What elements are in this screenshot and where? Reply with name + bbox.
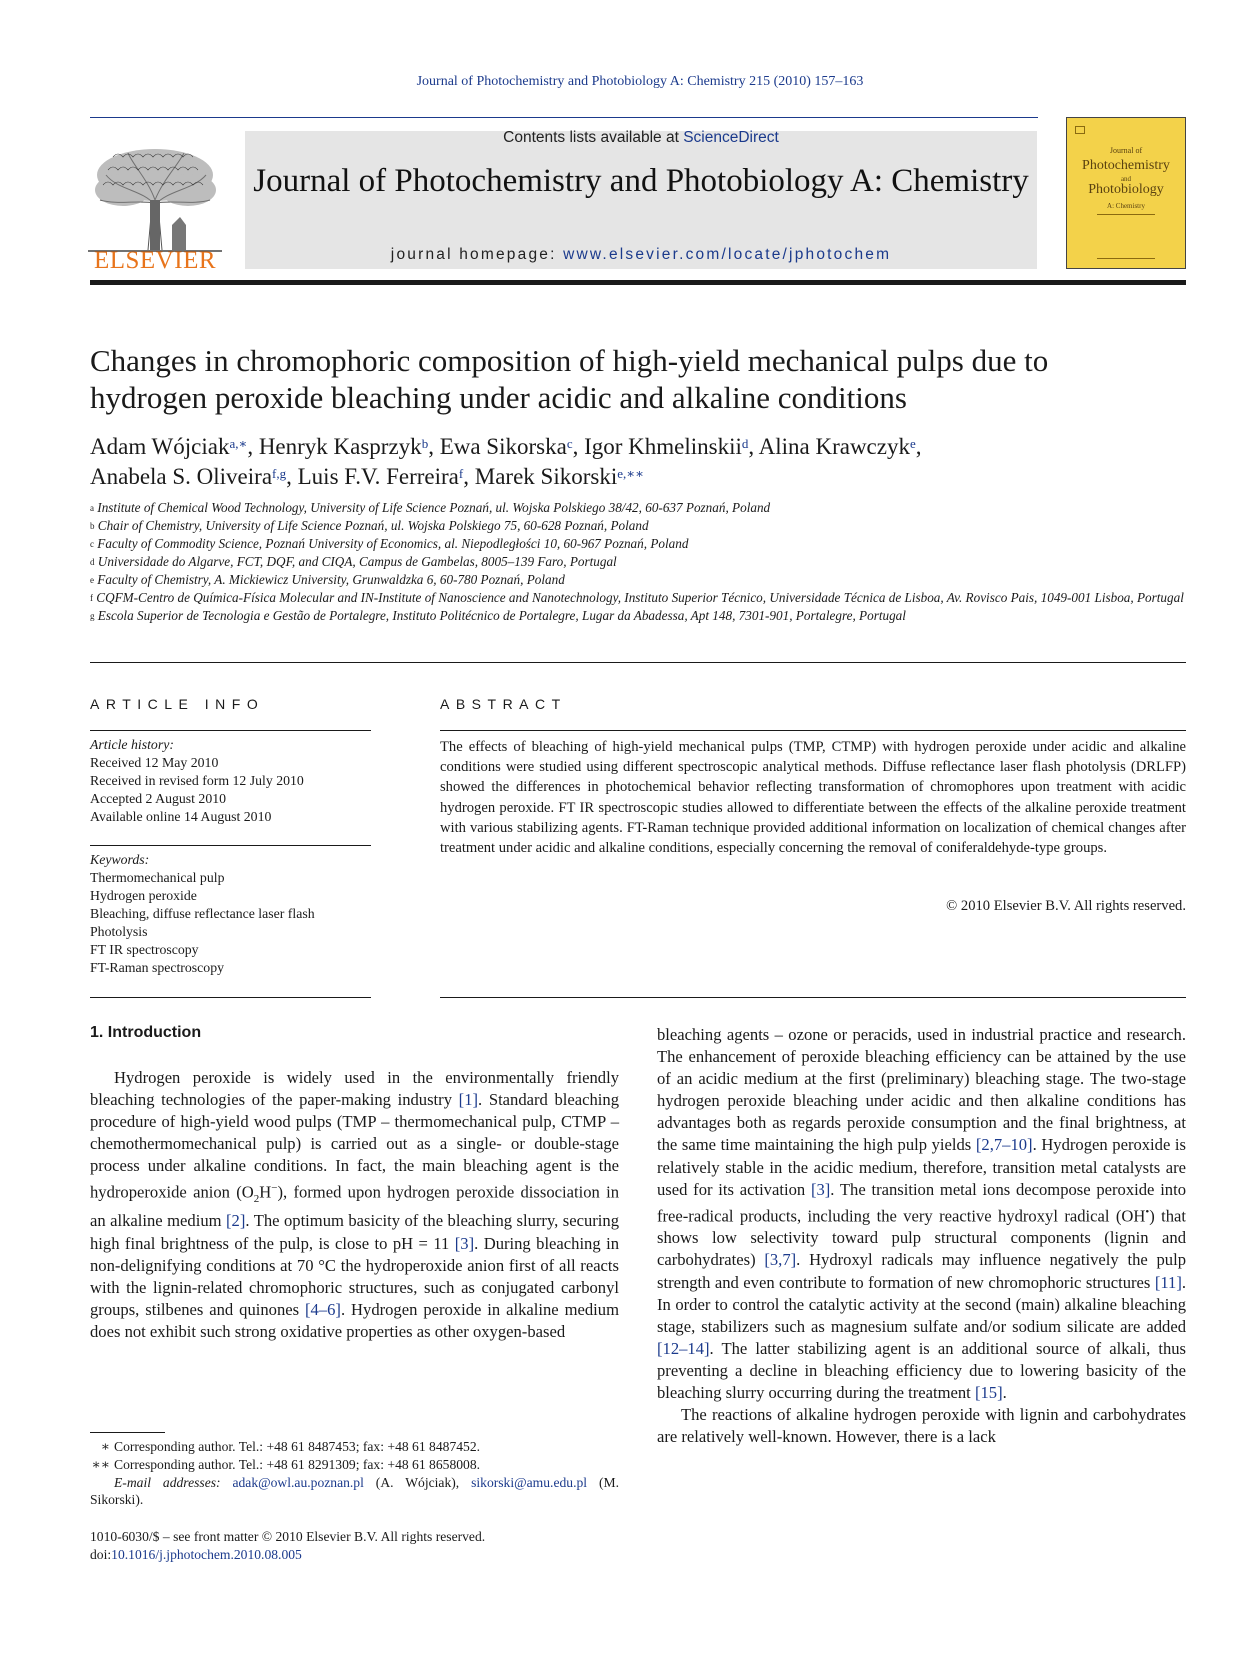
body-text: Hydrogen peroxide is widely used in the environmentally friendly bleaching technologies of the paper-making industry	[90, 1068, 619, 1110]
elsevier-wordmark: ELSEVIER	[93, 247, 217, 274]
intro-paragraph-continued	[657, 1024, 1186, 1404]
article-title	[90, 342, 1200, 416]
affiliations	[90, 499, 1186, 625]
doi-prefix: doi:	[90, 1546, 112, 1562]
affiliation-key: a	[90, 503, 94, 513]
author-list	[90, 432, 1200, 492]
issn-line: 1010-6030/$ – see front matter © 2010 Elsevier B.V. All rights reserved.	[90, 1529, 486, 1544]
intro-paragraph	[90, 1067, 619, 1343]
affiliation-item	[90, 589, 1186, 607]
author-name: Adam Wójciak	[90, 434, 230, 459]
author-name: Alina Krawczyk	[758, 434, 910, 459]
journal-homepage	[245, 246, 1037, 264]
author-separator: ,	[915, 434, 922, 459]
affiliation-item	[90, 607, 1186, 625]
affiliation-item	[90, 553, 1186, 571]
affiliation-key: c	[90, 539, 94, 549]
title-line-1: Changes in chromophoric composition of high-yield mechanical pulps due to	[90, 343, 1049, 378]
footnote-corresponding-2	[90, 1456, 619, 1474]
author-separator: ,	[428, 434, 440, 459]
citation-link[interactable]: [15]	[974, 1383, 1003, 1403]
author-affiliation-mark[interactable]: e,∗∗	[617, 466, 644, 481]
body-text: bleaching agents – ozone or peracids, used in industrial practice and research. The enhancement of peroxide bleaching efficiency can be attained by the use of an acidic medium at the first (preliminary) bleaching stage. The two-stage hydrogen peroxide bleaching under acidic and then alkaline conditions has advantages both as regards peroxide consumption and the final brightness, at the same time maintaining the high pulp yields	[657, 1025, 1186, 1155]
cover-rule-bottom	[1097, 258, 1155, 259]
citation-link[interactable]: [3]	[810, 1179, 831, 1199]
abstract-rule	[440, 730, 1186, 731]
history-item: Received 12 May 2010	[90, 755, 219, 770]
affiliation-text: Faculty of Commodity Science, Poznań University of Economics, al. Niepodległości 10, 60-967 Poznań, Poland	[94, 536, 689, 551]
citation-link[interactable]: [11]	[1154, 1272, 1182, 1292]
affiliation-text: Chair of Chemistry, University of Life Science Poznań, ul. Wojska Polskiego 75, 60-628 Poznań, Poland	[94, 518, 649, 533]
affiliation-key: g	[90, 611, 95, 621]
affiliation-item	[90, 571, 1186, 589]
keyword-item: FT IR spectroscopy	[90, 942, 199, 957]
author-separator: ,	[572, 434, 585, 459]
homepage-prefix: journal homepage:	[390, 246, 564, 263]
contents-prefix: Contents lists available at	[503, 129, 684, 146]
author-affiliation-mark[interactable]: f,g	[272, 466, 287, 481]
author-separator: ,	[748, 434, 759, 459]
author-name: Igor Khmelinskii	[584, 434, 742, 459]
keyword-item: Thermomechanical pulp	[90, 870, 225, 885]
header-thick-rule	[90, 280, 1186, 285]
history-item: Accepted 2 August 2010	[90, 791, 227, 806]
body-text: . The latter stabilizing agent is an additional source of alkali, thus preventing a decline in bleaching efficiency due to lowering basicity of the bleaching slurry occurring during the treatment	[657, 1338, 1186, 1403]
sciencedirect-link[interactable]: ScienceDirect	[683, 129, 779, 146]
author-affiliation-mark[interactable]: b	[421, 436, 429, 451]
footnote-mark: ∗	[100, 1439, 110, 1454]
history-label: Article history:	[90, 737, 174, 752]
body-text: . In order to control the catalytic activity at the second (main) alkaline bleaching stage, stabilizers such as magnesium sulfate and/or sodium silicate are added	[657, 1272, 1186, 1336]
cover-title-line2: Photobiology	[1088, 182, 1164, 197]
body-text: . The transition metal ions decompose peroxide into free-radical products, including the very reactive hydroxyl radical (OH	[657, 1179, 1187, 1226]
abstract-heading: ABSTRACT	[440, 696, 567, 712]
affiliation-text: CQFM-Centro de Química-Física Molecular and IN-Institute of Nanoscience and Nanotechnology, Instituto Superior Técnico, Universidade Técnica de Lisboa, Av. Rovisco Pais, 1049-001 Lisboa, Portugal	[93, 590, 1184, 605]
journal-cover	[1066, 117, 1186, 269]
cover-small-text: Journal of	[1109, 146, 1143, 155]
citation-link[interactable]: [3,7]	[764, 1250, 797, 1270]
citation-link[interactable]: [2,7–10]	[975, 1135, 1033, 1155]
keywords-rule	[90, 845, 371, 846]
author-separator: ,	[286, 464, 298, 489]
contents-line	[245, 129, 1037, 147]
body-text: H	[259, 1183, 272, 1202]
introduction-heading: 1. Introduction	[90, 1024, 202, 1041]
keyword-item: Bleaching, diffuse reflectance laser flash	[90, 906, 315, 921]
body-text: ), formed upon hydrogen peroxide dissociation in an alkaline medium	[90, 1183, 619, 1231]
affiliation-item	[90, 517, 1186, 535]
keyword-item: Photolysis	[90, 924, 148, 939]
footnote-mark: ∗∗	[91, 1456, 110, 1472]
author-affiliation-mark[interactable]: c	[566, 436, 573, 451]
author-name: Marek Sikorski	[474, 464, 618, 489]
keywords-label: Keywords:	[90, 852, 150, 867]
homepage-link[interactable]: www.elsevier.com/locate/jphotochem	[563, 246, 892, 263]
keywords	[90, 851, 380, 977]
affiliation-text: Institute of Chemical Wood Technology, University of Life Science Poznań, ul. Wojska Polskiego 38/42, 60-637 Poznań, Poland	[94, 500, 771, 515]
cover-title-line1: Photochemistry	[1082, 158, 1170, 173]
subscript: 2	[253, 1193, 260, 1206]
abstract-copyright: © 2010 Elsevier B.V. All rights reserved.	[946, 898, 1186, 914]
article-info-rule	[90, 730, 371, 731]
cover-logo-icon	[1075, 126, 1085, 134]
body-text: . Hydroxyl radicals may influence negatively the pulp strength and even contribute to formation of new chromophoric structures	[657, 1250, 1186, 1292]
body-column-left	[90, 1067, 619, 1343]
affiliation-text: Escola Superior de Tecnologia e Gestão de Portalegre, Instituto Politécnico de Portalegre, Lugar da Abadessa, Apt 148, 7301-901, Portalegre, Portugal	[94, 608, 906, 623]
author-affiliation-mark[interactable]: f	[458, 466, 464, 481]
article-meta	[90, 1528, 690, 1564]
affiliation-key: e	[90, 575, 94, 585]
footnote-text: Corresponding author. Tel.: +48 61 8487453; fax: +48 61 8487452.	[114, 1439, 481, 1454]
affiliation-text: Faculty of Chemistry, A. Mickiewicz University, Grunwaldzka 6, 60-780 Poznań, Poland	[94, 572, 565, 587]
intro-paragraph: The reactions of alkaline hydrogen peroxide with lignin and carbohydrates are relatively well-known. However, there is a lack	[657, 1405, 1186, 1447]
footnote-emails	[90, 1474, 619, 1510]
body-text: ) that shows low selectivity toward pulp structural components (lignin and carbohydrates)	[657, 1206, 1186, 1270]
affiliation-item	[90, 535, 1186, 553]
author-affiliation-mark[interactable]: d	[741, 436, 749, 451]
header-rule	[90, 117, 1038, 118]
citation-link[interactable]: [2]	[226, 1211, 246, 1231]
citation-link[interactable]: [12–14]	[657, 1338, 710, 1358]
author-name: Henryk Kasprzyk	[258, 434, 422, 459]
history-item: Received in revised form 12 July 2010	[90, 773, 304, 788]
email-label: E-mail addresses:	[114, 1474, 221, 1490]
author-separator: ,	[463, 464, 475, 489]
footnote-rule	[90, 1432, 165, 1433]
superscript: −	[271, 1182, 278, 1195]
affiliation-key: b	[90, 521, 95, 531]
affiliation-key: f	[90, 593, 93, 603]
body-column-right	[657, 1024, 1186, 1448]
author-separator: ,	[247, 434, 259, 459]
keyword-item: Hydrogen peroxide	[90, 888, 197, 903]
body-text: . Hydrogen peroxide is relatively stable in the acidic medium, therefore, transition metal catalysts are used for its activation	[657, 1135, 1187, 1199]
affiliation-text: Universidade do Algarve, FCT, DQF, and CIQA, Campus de Gambelas, 8005–139 Faro, Portugal	[94, 554, 617, 569]
citation-link[interactable]: [3]	[454, 1233, 475, 1253]
keyword-item: FT-Raman spectroscopy	[90, 960, 224, 975]
body-text: . Standard bleaching procedure of high-yield wood pulps (TMP – thermomechanical pulp, CTMP – chemothermomechanical pulp) is carried out as a single- or double-stage process under alkaline conditions. In fact, the main bleaching agent is the hydroperoxide anion (O	[90, 1090, 619, 1202]
email-link[interactable]: sikorski@amu.edu.pl	[471, 1474, 588, 1490]
cover-subtitle: A: Chemistry	[1107, 202, 1145, 210]
journal-title: Journal of Photochemistry and Photobiology A: Chemistry	[253, 163, 1029, 199]
cover-and: and	[1120, 175, 1132, 183]
section-rule	[90, 662, 1186, 663]
email-owner: (A. Wójciak),	[363, 1474, 472, 1490]
journal-reference[interactable]: Journal of Photochemistry and Photobiology A: Chemistry 215 (2010) 157–163	[416, 74, 864, 89]
doi-link[interactable]: 10.1016/j.jphotochem.2010.08.005	[111, 1546, 302, 1562]
body-text: . During bleaching in non-delignifying conditions at 70 °C the hydroperoxide anion first of all reacts with the lignin-related chromophoric structures, such as conjugated carbonyl groups, stilbenes and quinones	[90, 1233, 619, 1319]
author-affiliation-mark[interactable]: a,∗	[229, 436, 248, 451]
abstract-text: The effects of bleaching of high-yield mechanical pulps (TMP, CTMP) with hydrogen peroxide under acidic and alkaline conditions were studied using different spectroscopic analytical methods. Diffuse reflectance laser flash photolysis (DRLFP) showed the differences in photochemical behavior reflecting transformation of chromophores upon treatment with acidic hydrogen peroxide. FT IR spectroscopic studies allowed to differentiate between the effects of the alkaline peroxide treatment with various stabilizing agents. FT-Raman technique provided additional information on localization of chemical changes after treatment under acidic and alkaline conditions, especially concerning the removal of coniferaldehyde-type groups.	[440, 739, 1186, 857]
history-item: Available online 14 August 2010	[90, 809, 272, 824]
article-info-end-rule	[90, 997, 371, 998]
citation-link[interactable]: [1]	[458, 1090, 479, 1110]
body-text: . Hydrogen peroxide in alkaline medium does not exhibit such strong oxidative properties as other oxygen-based	[90, 1299, 619, 1341]
affiliation-item	[90, 499, 1186, 517]
author-name: Ewa Sikorska	[439, 434, 567, 459]
author-name: Anabela S. Oliveira	[90, 464, 273, 489]
email-owner: (M. Sikorski).	[90, 1474, 619, 1508]
affiliation-key: d	[90, 557, 95, 567]
email-link[interactable]: adak@owl.au.poznan.pl	[232, 1474, 364, 1490]
abstract-end-rule	[440, 997, 1186, 998]
body-text: .	[1002, 1383, 1007, 1403]
footnote-text: Corresponding author. Tel.: +48 61 8291309; fax: +48 61 8658008.	[114, 1456, 481, 1472]
citation-link[interactable]: [4–6]	[305, 1299, 341, 1319]
body-text: . The optimum basicity of the bleaching slurry, securing high final brightness of the pulp, is close to pH = 11	[90, 1211, 620, 1253]
footnotes	[90, 1438, 619, 1509]
title-line-2: hydrogen peroxide bleaching under acidic and alkaline conditions	[90, 380, 907, 415]
article-info-heading: ARTICLE INFO	[90, 696, 265, 712]
cover-rule	[1097, 214, 1155, 215]
article-history	[90, 736, 380, 826]
footnote-corresponding-1	[90, 1438, 619, 1456]
superscript: •	[1145, 1205, 1150, 1218]
author-affiliation-mark[interactable]: e	[909, 436, 916, 451]
author-name: Luis F.V. Ferreira	[297, 464, 459, 489]
doi-line	[90, 1546, 690, 1564]
